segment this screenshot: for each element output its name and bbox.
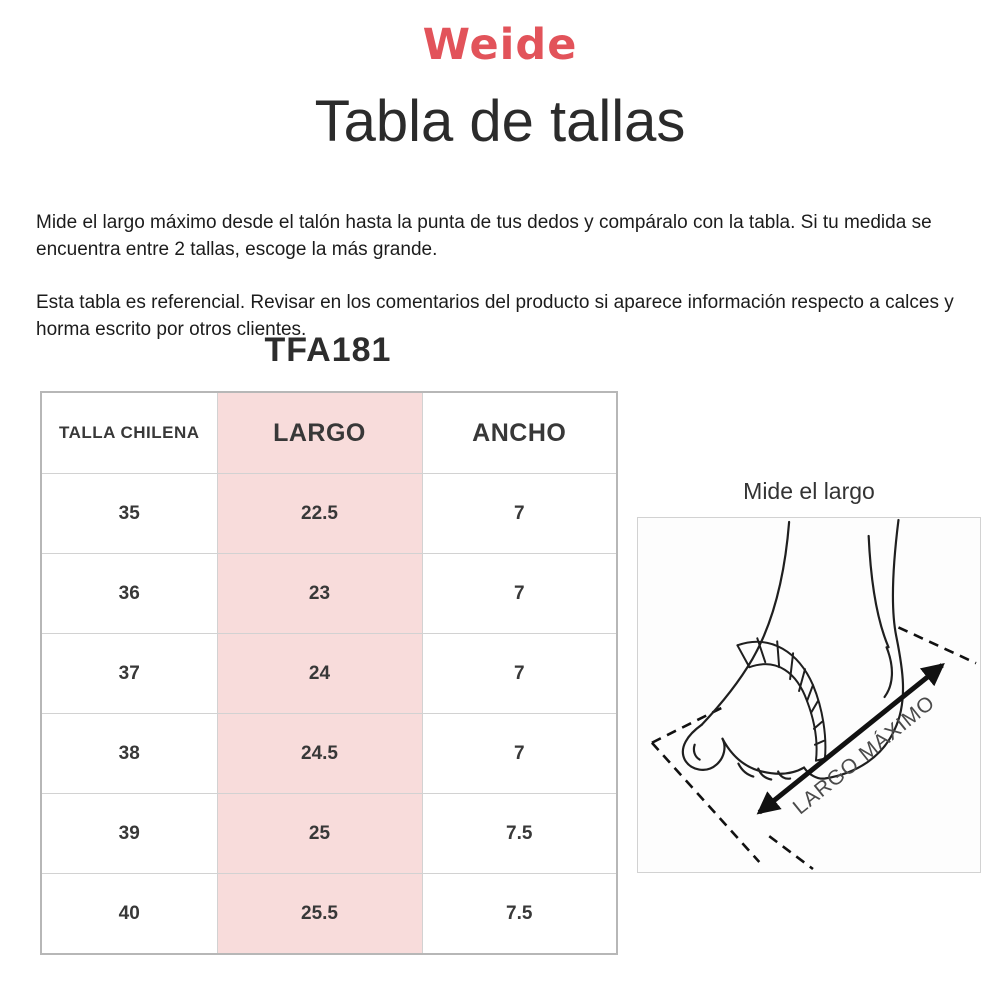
measure-diagram [637, 517, 981, 873]
cell-talla: 39 [41, 794, 217, 874]
largo-maximo-label: LARGO MÁXIMO [788, 690, 940, 820]
foot-measure-illustration [638, 518, 980, 872]
intro-paragraph-reference: Esta tabla es referencial. Revisar en los comentarios del producto si aparece información respecto a calces y horma escrito por otros clientes. [36, 292, 954, 340]
table-row [41, 634, 617, 714]
table-row [41, 554, 617, 634]
cell-largo: 22.5 [217, 474, 422, 554]
cell-talla: 35 [41, 474, 217, 554]
column-header-ancho: ANCHO [422, 392, 617, 474]
page-title: Tabla de tallas [314, 89, 686, 154]
cell-largo: 25 [217, 794, 422, 874]
product-code: TFA181 [264, 331, 392, 369]
cell-ancho: 7 [422, 634, 617, 714]
cell-talla: 37 [41, 634, 217, 714]
brand-logo: Weide [422, 20, 578, 70]
cell-talla: 38 [41, 714, 217, 794]
measuring-tape [737, 638, 825, 760]
cell-ancho: 7 [422, 714, 617, 794]
size-table [40, 391, 618, 955]
table-row [41, 474, 617, 554]
size-table-header-row [41, 392, 617, 474]
intro-paragraph-measure: Mide el largo máximo desde el talón hasta la punta de tus dedos y compáralo con la tabla. Si tu medida se encuentra entre 2 tallas, escoge la más grande. [36, 212, 932, 260]
cell-largo: 24.5 [217, 714, 422, 794]
measure-diagram-caption: Mide el largo [743, 478, 875, 504]
dashed-board-outline [652, 627, 976, 869]
cell-talla: 36 [41, 554, 217, 634]
column-header-talla-chilena: TALLA CHILENA [41, 392, 217, 474]
cell-ancho: 7.5 [422, 794, 617, 874]
cell-largo: 25.5 [217, 874, 422, 955]
cell-largo: 23 [217, 554, 422, 634]
table-row [41, 714, 617, 794]
cell-talla: 40 [41, 874, 217, 955]
table-row [41, 874, 617, 955]
cell-ancho: 7 [422, 474, 617, 554]
largo-maximo-arrow [759, 665, 942, 812]
table-row [41, 794, 617, 874]
cell-ancho: 7 [422, 554, 617, 634]
cell-ancho: 7.5 [422, 874, 617, 955]
cell-largo: 24 [217, 634, 422, 714]
column-header-largo: LARGO [217, 392, 422, 474]
